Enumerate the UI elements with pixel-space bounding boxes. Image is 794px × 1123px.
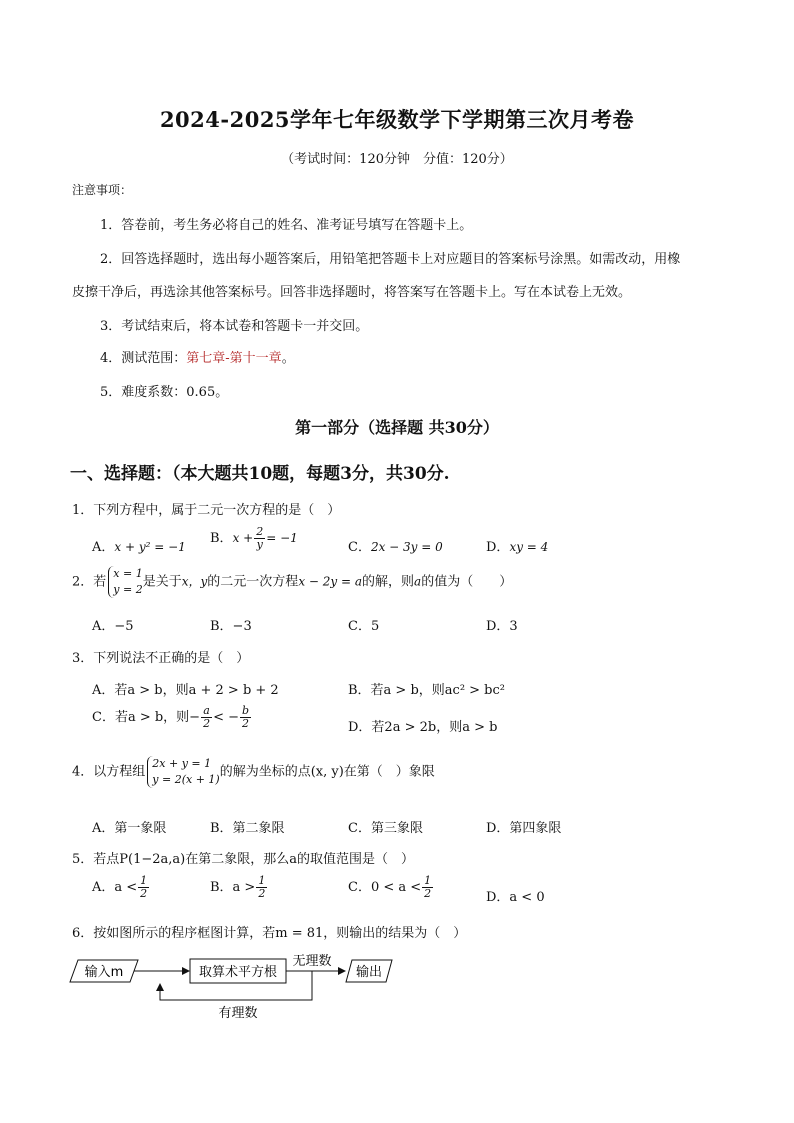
flow-output-label: 输出 [355,965,383,980]
q3-option-c: C．若a > b，则− $\frac{a}{2}$ < − $\frac{b}{2}$ [92,704,250,730]
notice-item-2: 2．回答选择题时，选出每小题答案后，用铅笔把答题卡上对应题目的答案标号涂黑。如需改动，用橡 [100,252,681,267]
q2-option-a: A．−5 [92,619,134,634]
q3-option-a: A．若a > b，则a + 2 > b + 2 [92,683,279,698]
q4-option-b: B．第二象限 [210,821,285,836]
flow-irrational-label: 无理数 [292,954,332,969]
q1-option-a: A．x + y² = −1 [92,540,186,555]
notice-item-4: 4．测试范围：第七章-第十一章。 [100,351,295,366]
q5-option-a: A．a < $\frac{1}{2}$ [92,874,148,900]
q4-option-d: D．第四象限 [486,821,562,836]
q3-option-d: D．若2a > 2b，则a > b [348,720,498,735]
q4-option-c: C．第三象限 [348,821,423,836]
program-flowchart [66,950,406,1025]
notice-heading: 注意事项： [72,183,133,197]
question-5-stem: 5．若点P(1−2a,a)在第二象限，那么a的取值范围是（ ） [72,852,414,867]
flow-rational-label: 有理数 [218,1006,258,1021]
q2-option-b: B．−3 [210,619,252,634]
q3-option-b: B．若a > b，则ac² > bc² [348,683,505,698]
q5-option-b: B．a > $\frac{1}{2}$ [210,874,266,900]
question-2-stem: 2．若 x = 1 y = 2 是关于x，y的二元一次方程x − 2y = a的解，则a的值为（ ） [72,567,513,596]
section-heading: 一、选择题：（本大题共10题，每题3分，共30分. [70,464,450,484]
notice-item-3: 3．考试结束后，将本试卷和答题卡一并交回。 [100,319,369,334]
question-3-stem: 3．下列说法不正确的是（ ） [72,651,250,666]
flow-process-label: 取算术平方根 [198,965,278,980]
q4-option-a: A．第一象限 [92,821,167,836]
q5-option-d: D．a < 0 [486,890,545,905]
q2-option-c: C．5 [348,619,380,634]
exam-info: （考试时间：120分钟 分值：120分） [281,152,513,167]
notice-item-5: 5．难度系数：0.65。 [100,385,229,400]
q1-option-b: B．x + $\frac{2}{y}$ = −1 [210,525,298,551]
q5-option-c: C．0 < a < $\frac{1}{2}$ [348,874,432,900]
q2-option-d: D．3 [486,619,518,634]
flow-input-label: 输入m [84,965,124,980]
question-1-stem: 1．下列方程中，属于二元一次方程的是（ ） [72,503,341,518]
question-6-stem: 6．按如图所示的程序框图计算，若m = 81，则输出的结果为（ ） [72,926,467,941]
part-heading: 第一部分（选择题 共30分） [295,418,499,437]
test-range: 第七章-第十一章 [186,351,282,366]
page-title: 2024-2025学年七年级数学下学期第三次月考卷 [159,107,635,132]
notice-item-1: 1．答卷前，考生务必将自己的姓名、准考证号填写在答题卡上。 [100,218,473,233]
question-4-stem: 4．以方程组 2x + y = 1 y = 2(x + 1) 的解为坐标的点(x, y)在第（ ）象限 [72,757,435,786]
q1-option-c: C．2x − 3y = 0 [348,540,443,555]
notice-item-2-cont: 皮擦干净后，再选涂其他答案标号。回答非选择题时，将答案写在答题卡上。写在本试卷上无效。 [72,285,632,300]
q1-option-d: D．xy = 4 [486,540,549,555]
